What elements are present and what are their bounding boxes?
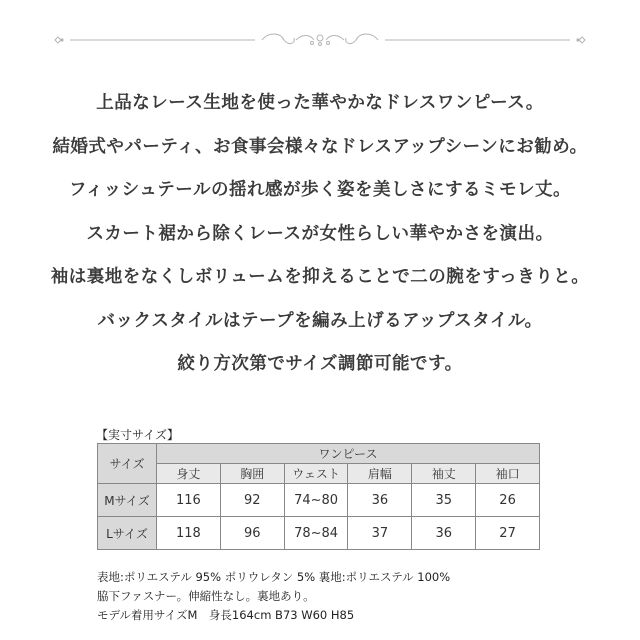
column-header: 胸囲	[220, 464, 284, 484]
note-model-size: モデル着用サイズM 身長164cm B73 W60 H85	[97, 608, 355, 622]
size-corner-label: サイズ	[98, 444, 157, 484]
size-group-label: ワンピース	[157, 444, 540, 464]
note-material: 表地:ポリエステル 95% ポリウレタン 5% 裏地:ポリエステル 100%	[97, 570, 451, 584]
table-cell: 26	[476, 484, 540, 517]
column-header: 肩幅	[348, 464, 412, 484]
description-line: スカート裾から除くレースが女性らしい華やかさを演出。	[86, 223, 554, 244]
description-line: 袖は裏地をなくしボリュームを抑えることで二の腕をすっきりと。	[50, 267, 590, 287]
size-column-headers	[98, 464, 540, 484]
size-table-caption: 【実寸サイズ】	[96, 428, 180, 442]
column-header: 袖口	[476, 464, 540, 484]
column-header: 袖丈	[412, 464, 476, 484]
note-fastener: 脇下ファスナー。伸縮性なし。裏地あり。	[97, 589, 315, 603]
description-block	[0, 82, 640, 387]
size-table	[97, 443, 540, 550]
row-label: Mサイズ	[98, 484, 157, 517]
column-header: 身丈	[157, 464, 221, 484]
table-cell: 35	[412, 484, 476, 517]
table-cell: 37	[348, 517, 412, 550]
table-row	[98, 517, 540, 550]
table-cell: 36	[412, 517, 476, 550]
table-row	[98, 484, 540, 517]
table-cell: 116	[157, 484, 221, 517]
table-cell: 92	[220, 484, 284, 517]
product-notes	[97, 568, 450, 625]
table-cell: 36	[348, 484, 412, 517]
table-cell: 118	[157, 517, 221, 550]
column-header: ウェスト	[284, 464, 348, 484]
description-line: フィッシュテールの揺れ感が歩く姿を美しさにするミモレ丈。	[69, 180, 571, 200]
description-line: バックスタイルはテープを編み上げるアップスタイル。	[97, 310, 543, 331]
description-line: 結婚式やパーティ、お食事会様々なドレスアップシーンにお勧め。	[52, 136, 588, 157]
description-line: 絞り方次第でサイズ調節可能です。	[177, 354, 463, 374]
table-cell: 74~80	[284, 484, 348, 517]
row-label: Lサイズ	[98, 517, 157, 550]
table-cell: 78~84	[284, 517, 348, 550]
table-cell: 27	[476, 517, 540, 550]
description-line: 上品なレース生地を使った華やかなドレスワンピース。	[96, 93, 544, 113]
decorative-divider	[0, 28, 640, 52]
table-cell: 96	[220, 517, 284, 550]
